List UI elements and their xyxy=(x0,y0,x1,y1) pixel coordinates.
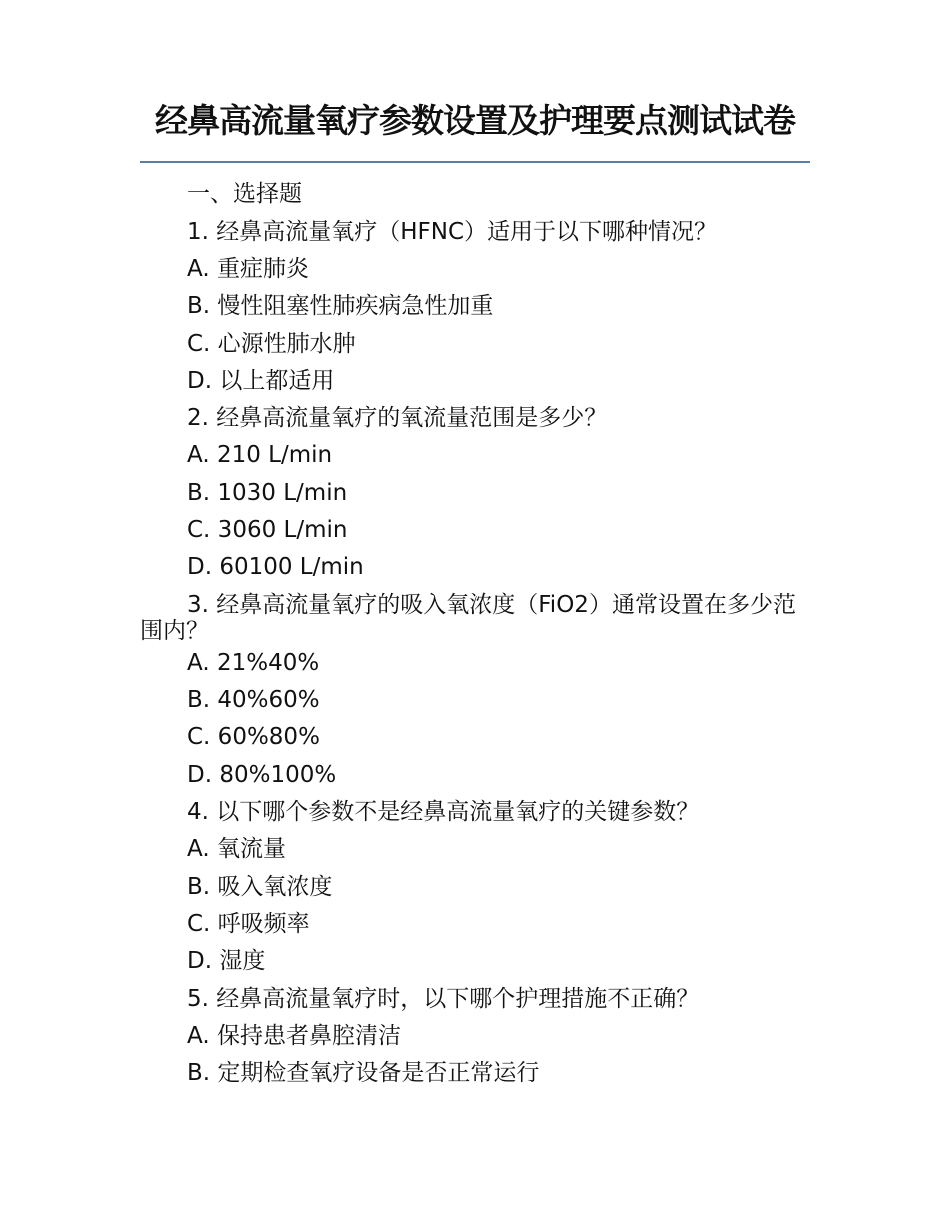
page-title: 经鼻高流量氧疗参数设置及护理要点测试试卷 xyxy=(155,101,795,140)
question-1: 1. 经鼻高流量氧疗（HFNC）适用于以下哪种情况？ xyxy=(187,219,718,245)
question-1-option-c: C. 心源性肺水肿 xyxy=(187,331,356,357)
question-3-option-a: A. 21%40% xyxy=(187,650,320,676)
question-4-option-a: A. 氧流量 xyxy=(187,836,286,862)
question-2-option-a: A. 210 L/min xyxy=(187,442,333,468)
question-5: 5. 经鼻高流量氧疗时，以下哪个护理措施不正确？ xyxy=(187,986,700,1012)
question-4-option-c: C. 呼吸频率 xyxy=(187,911,310,937)
question-3-option-c: C. 60%80% xyxy=(187,724,320,750)
title-divider xyxy=(140,161,810,163)
question-2-option-c: C. 3060 L/min xyxy=(187,517,348,543)
question-4-option-d: D. 湿度 xyxy=(187,948,266,974)
question-1-option-d: D. 以上都适用 xyxy=(187,368,335,394)
question-4: 4. 以下哪个参数不是经鼻高流量氧疗的关键参数？ xyxy=(187,799,700,825)
question-3-option-d: D. 80%100% xyxy=(187,762,337,788)
question-3-option-b: B. 40%60% xyxy=(187,687,320,713)
question-2-option-b: B. 1030 L/min xyxy=(187,480,348,506)
question-5-option-a: A. 保持患者鼻腔清洁 xyxy=(187,1023,401,1049)
question-2-option-d: D. 60100 L/min xyxy=(187,554,364,580)
question-2: 2. 经鼻高流量氧疗的氧流量范围是多少？ xyxy=(187,405,608,431)
section-heading: 一、选择题 xyxy=(187,181,302,207)
question-5-option-b: B. 定期检查氧疗设备是否正常运行 xyxy=(187,1060,540,1086)
question-1-option-b: B. 慢性阻塞性肺疾病急性加重 xyxy=(187,293,494,319)
question-1-option-a: A. 重症肺炎 xyxy=(187,256,309,282)
question-4-option-b: B. 吸入氧浓度 xyxy=(187,874,333,900)
question-3: 3. 经鼻高流量氧疗的吸入氧浓度（FiO2）通常设置在多少范围内？ xyxy=(140,592,796,644)
